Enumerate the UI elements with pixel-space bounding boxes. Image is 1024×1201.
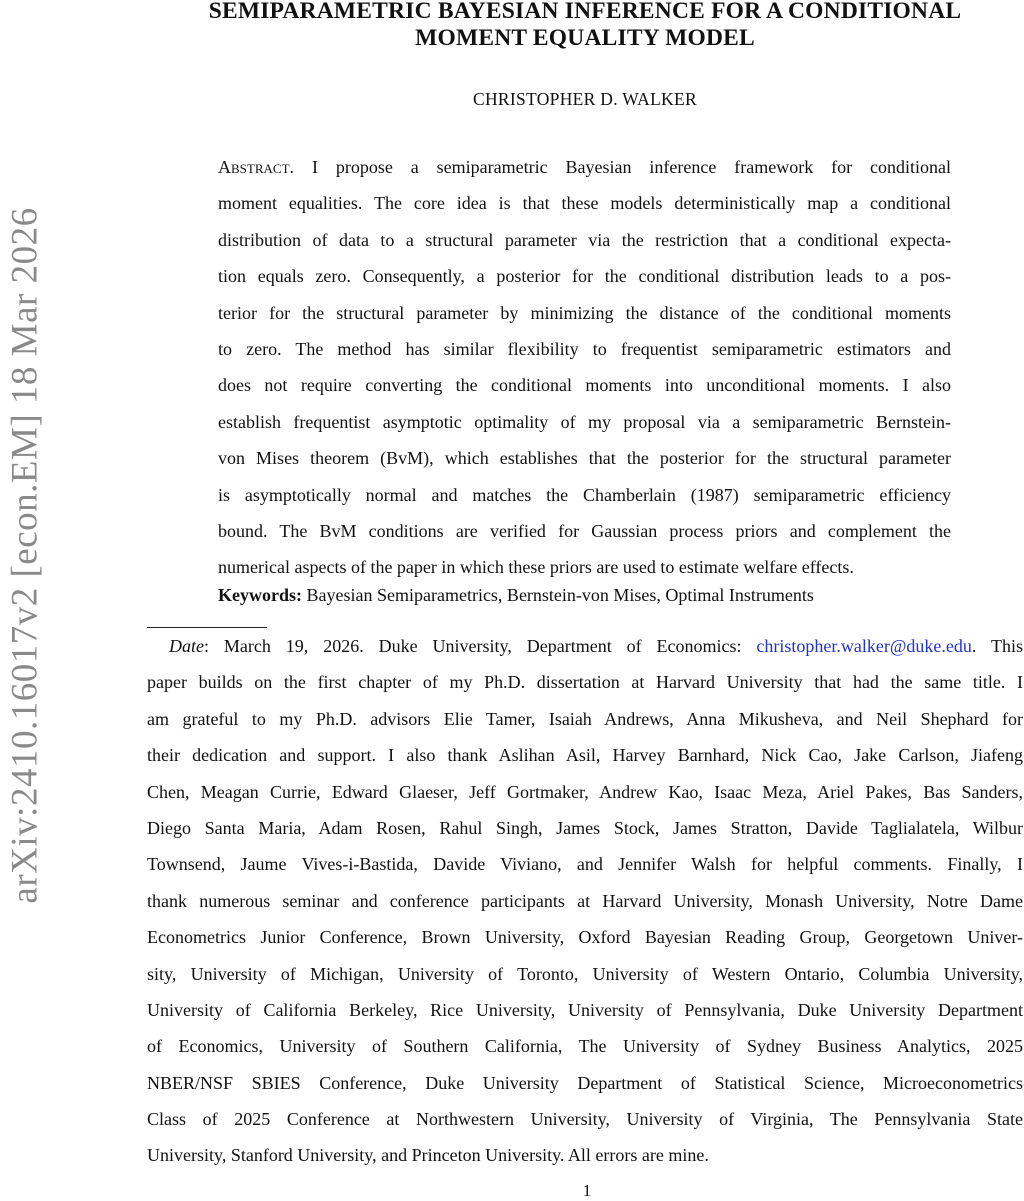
footnote-line: sity, University of Michigan, University of Toronto, University of Western Ontario, Columbia University, [147, 963, 1023, 984]
abstract-line: tion equals zero. Consequently, a posterior for the conditional distribution leads to a pos- [218, 266, 951, 287]
footnote-line: Econometrics Junior Conference, Brown University, Oxford Bayesian Reading Group, Georgetown Univer- [147, 927, 1023, 948]
abstract-line: terior for the structural parameter by minimizing the distance of the conditional moments [218, 302, 951, 323]
footnote-line: am grateful to my Ph.D. advisors Elie Tamer, Isaiah Andrews, Anna Mikusheva, and Neil Shephard for [147, 708, 1023, 729]
abstract-line: distribution of data to a structural parameter via the restriction that a conditional expecta- [218, 229, 951, 250]
abstract-line: to zero. The method has similar flexibility to frequentist semiparametric estimators and [218, 338, 951, 359]
footnote-line: Chen, Meagan Currie, Edward Glaeser, Jeff Gortmaker, Andrew Kao, Isaac Meza, Ariel Pakes, Bas Sanders, [147, 781, 1023, 802]
abstract-line: von Mises theorem (BvM), which establishes that the posterior for the structural parameter [218, 448, 951, 469]
abstract-line: bound. The BvM conditions are verified for Gaussian process priors and complement the [218, 520, 951, 541]
footnote-line: Class of 2025 Conference at Northwestern University, University of Virginia, The Pennsylvania State [147, 1109, 1023, 1130]
abstract-line: Abstract. I propose a semiparametric Bayesian inference framework for conditional [218, 157, 952, 177]
footnote-line: thank numerous seminar and conference participants at Harvard University, Monash University, Notre Dame [147, 890, 1023, 911]
email-link[interactable]: christopher.walker@duke.edu [756, 636, 972, 656]
footnote [147, 628, 1023, 1174]
footnote-line: Date: March 19, 2026. Duke University, Department of Economics: christopher.walker@duke.edu. This [169, 636, 1023, 656]
abstract [218, 149, 951, 586]
abstract-line: establish frequentist asymptotic optimality of my proposal via a semiparametric Bernstein- [218, 411, 951, 432]
keywords-label: Keywords: [218, 585, 302, 605]
keywords-text: Bayesian Semiparametrics, Bernstein-von Mises, Optimal Instruments [306, 585, 814, 605]
footnote-line: their dedication and support. I also thank Aslihan Asil, Harvey Barnhard, Nick Cao, Jake Carlson, Jiafeng [147, 745, 1023, 766]
date-label: Date [169, 636, 204, 656]
paper-title [150, 0, 1020, 52]
footnote-line: University of California Berkeley, Rice University, University of Pennsylvania, Duke University Department [147, 999, 1023, 1020]
footnote-line: paper builds on the first chapter of my Ph.D. dissertation at Harvard University that had the same title. I [147, 672, 1023, 693]
author-name: CHRISTOPHER D. WALKER [473, 89, 697, 109]
arxiv-identifier: arXiv:2410.16017v2 [econ.EM] 18 Mar 2026 [4, 206, 46, 904]
footnote-line: Diego Santa Maria, Adam Rosen, Rahul Singh, James Stock, James Stratton, Davide Taglialatela, Wilbur [147, 817, 1023, 838]
title-line-2: MOMENT EQUALITY MODEL [415, 25, 755, 51]
abstract-label: Abstract. [218, 157, 295, 177]
footnote-line: University, Stanford University, and Princeton University. All errors are mine. [147, 1145, 709, 1166]
footnote-line: Townsend, Jaume Vives-i-Bastida, Davide Viviano, and Jennifer Walsh for helpful comments. Finally, I [147, 854, 1023, 875]
abstract-line: moment equalities. The core idea is that these models deterministically map a conditional [218, 193, 951, 214]
abstract-line: does not require converting the conditional moments into unconditional moments. I also [218, 375, 951, 396]
abstract-line: is asymptotically normal and matches the Chamberlain (1987) semiparametric efficiency [218, 484, 951, 505]
title-line-1: SEMIPARAMETRIC BAYESIAN INFERENCE FOR A CONDITIONAL [208, 0, 962, 24]
page-number: 1 [582, 1181, 592, 1200]
footnote-line: of Economics, University of Southern California, The University of Sydney Business Analytics, 2025 [147, 1036, 1023, 1057]
abstract-line: numerical aspects of the paper in which these priors are used to estimate welfare effects. [218, 557, 854, 578]
footnote-line: NBER/NSF SBIES Conference, Duke University Department of Statistical Science, Microeconometrics [147, 1072, 1023, 1093]
arxiv-sidebar-stamp [4, 170, 46, 940]
keywords [218, 585, 814, 606]
